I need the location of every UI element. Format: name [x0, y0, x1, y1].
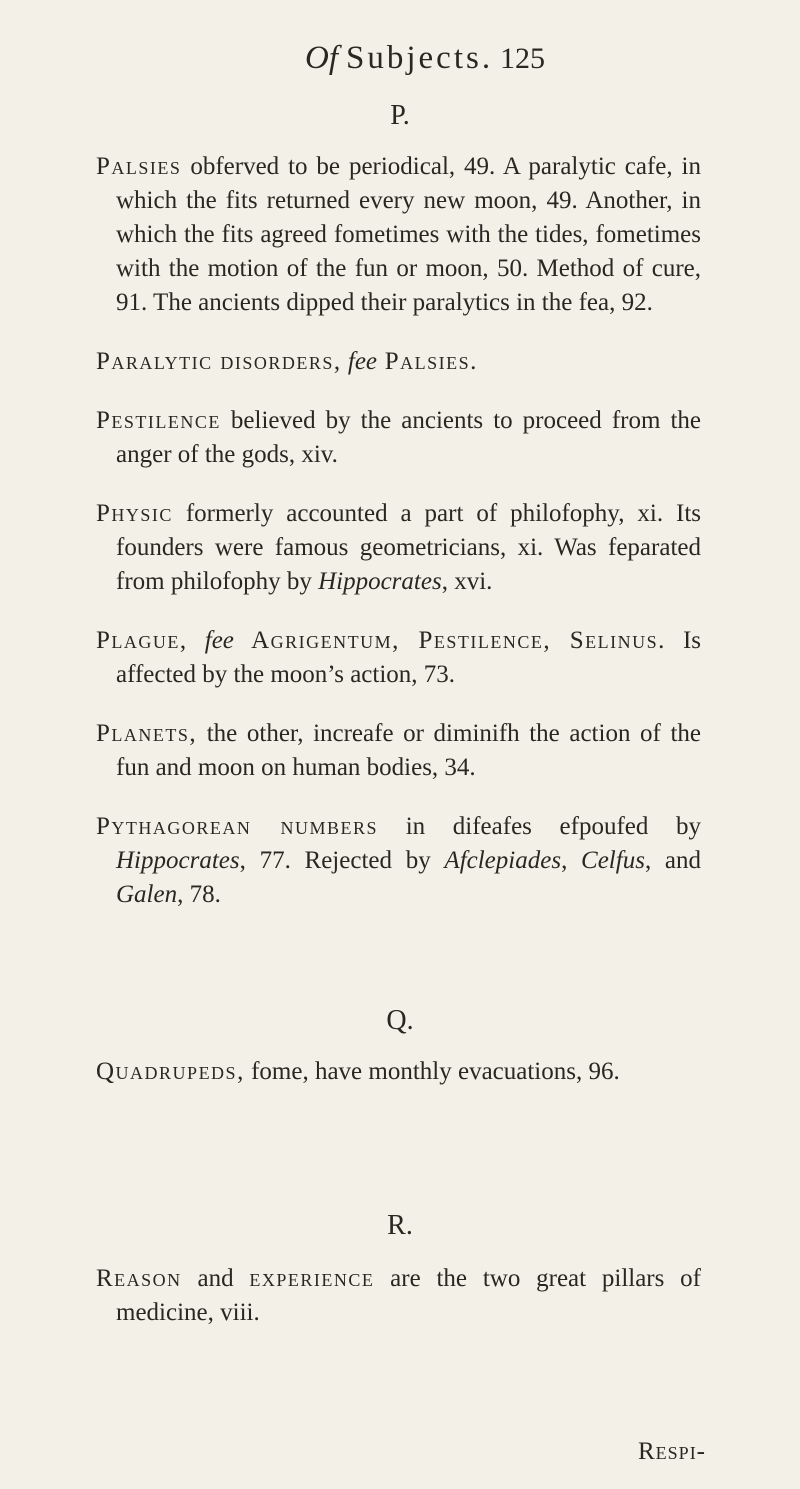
entry-plague: Plague, fee Agrigentum, Pestilence, Selinus. Is affected by the moon’s action, 73. — [96, 627, 702, 688]
entry-reason: Reason and experience are the two great pillars of medicine, viii. — [96, 1265, 701, 1326]
entry-palsies: Palsies obferved to be periodical, 49. A paralytic cafe, in which the fits returned every new moon, 49. Another, in which the fits agreed fometimes with the tides, fometimes with the motion of the fun or moon, 50. Method of cure, 91. The ancients dipped their paralytics in the fea, 92. — [96, 153, 701, 316]
entry-pestilence: Pestilence believed by the ancients to proceed from the anger of the gods, xiv. — [96, 407, 701, 468]
header-subjects: Subjects. — [346, 40, 494, 76]
section-q-entries — [96, 1055, 701, 1111]
section-p-entries — [96, 150, 701, 934]
section-letter-p: P. — [390, 100, 410, 131]
entry-planets: Planets, the other, increafe or diminifh the action of the fun and moon on human bodies, 34. — [96, 720, 701, 781]
page-number: 125 — [500, 42, 545, 75]
section-letter-q: Q. — [386, 1005, 414, 1036]
header-of: Of — [305, 40, 338, 76]
running-header — [0, 40, 800, 90]
entry-pythagorean-numbers: Pythagorean numbers in difeafes efpoufed by Hippocrates, 77. Rejected by Afclepiades, Celfus, and Galen, 78. — [96, 813, 702, 908]
section-letter-r: R. — [387, 1210, 413, 1241]
section-r-entries — [96, 1262, 701, 1352]
entry-physic: Physic formerly accounted a part of philofophy, xi. Its founders were famous geometricians, xi. Was feparated from philofophy by Hippocrates, xvi. — [96, 500, 701, 595]
header-title — [305, 40, 493, 77]
entry-paralytic-disorders: Paralytic disorders, fee Palsies. — [96, 348, 478, 375]
entry-quadrupeds: Quadrupeds, fome, have monthly evacuations, 96. — [96, 1058, 620, 1085]
catchword: Respi- — [638, 1438, 707, 1465]
